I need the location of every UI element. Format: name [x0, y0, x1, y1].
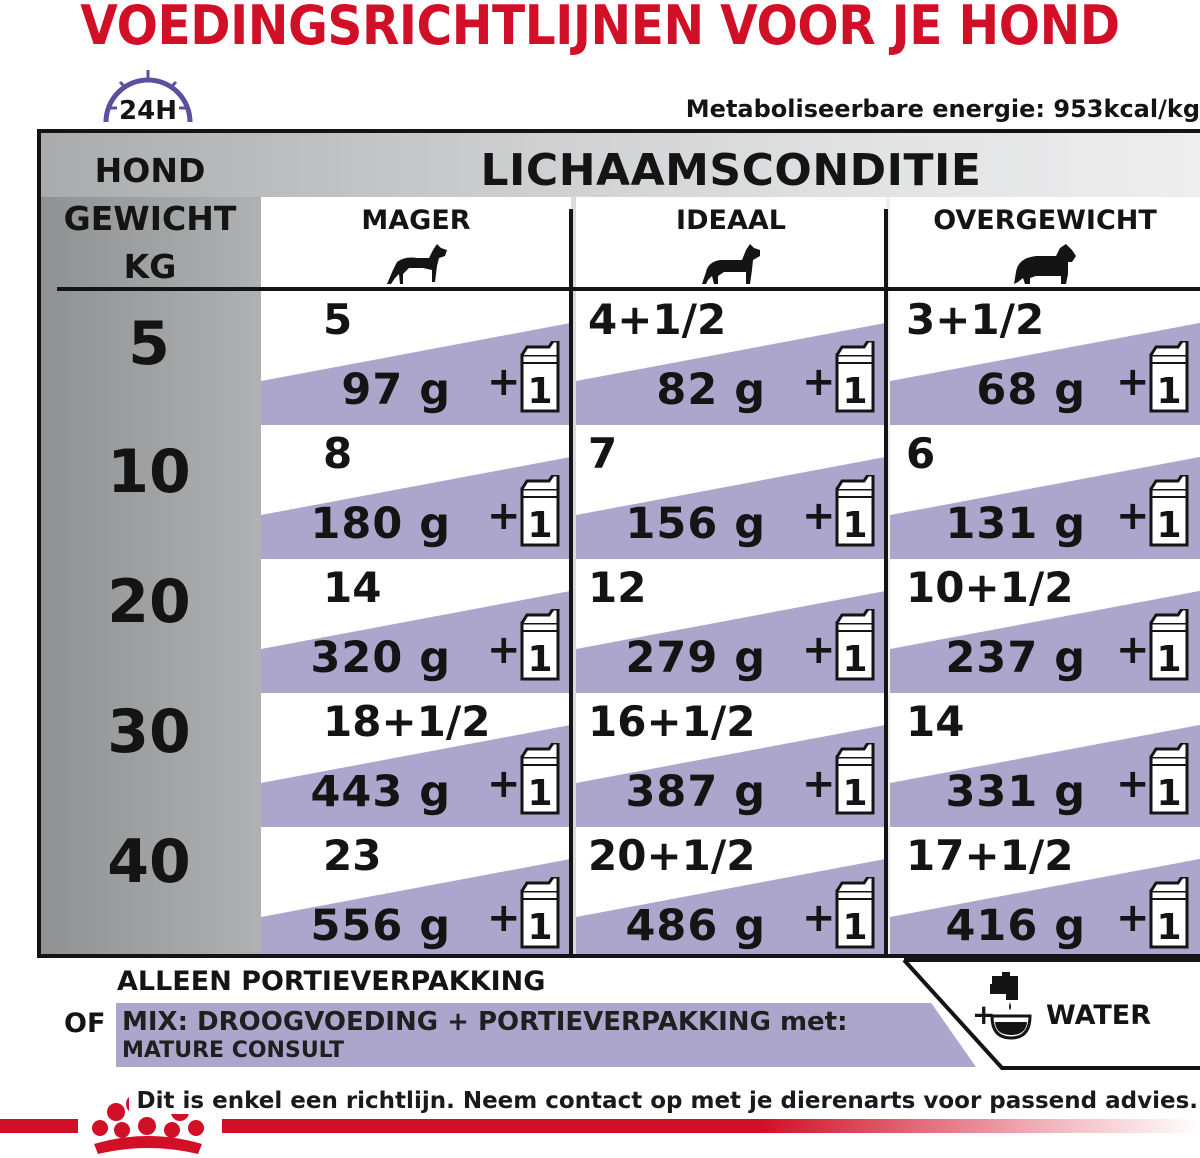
weight-label: 30	[107, 697, 191, 767]
dry-food-grams: 237 g	[945, 633, 1086, 683]
energy-info: Metaboliseerbare energie: 953kcal/kg	[685, 95, 1200, 123]
feeding-cell	[890, 827, 1200, 958]
plus-sign: +	[802, 359, 836, 405]
feeding-cell	[890, 559, 1200, 693]
pouch-count: 1	[1156, 773, 1182, 814]
weight-label: 5	[128, 309, 170, 379]
plus-sign: +	[487, 895, 521, 941]
feeding-table	[37, 129, 1200, 958]
feeding-cell	[261, 425, 569, 559]
legend-or: OF	[64, 1008, 106, 1039]
pouch-count: 1	[527, 505, 553, 546]
dry-food-grams: 486 g	[625, 901, 766, 951]
weight-header: HOND GEWICHT KG	[63, 151, 237, 286]
water-label: WATER	[1046, 1000, 1152, 1031]
water-tap-icon	[986, 972, 1036, 1044]
pouch-count: 1	[1156, 907, 1182, 948]
disclaimer: Dit is enkel een richtlijn. Neem contact op met je dierenarts voor passend advies.	[129, 1088, 1198, 1114]
dry-food-grams: 320 g	[310, 633, 451, 683]
column-header-ideaal	[576, 197, 886, 289]
water-plus: +	[972, 998, 996, 1031]
weight-label: 40	[107, 827, 191, 897]
legend-mix-line1: MIX: DROOGVOEDING + PORTIEVERPAKKING met:	[122, 1007, 848, 1037]
column-separator	[884, 209, 888, 958]
dry-food-portions: 14	[323, 563, 382, 612]
feeding-cell	[261, 559, 569, 693]
dry-food-grams: 156 g	[625, 499, 766, 549]
plus-sign: +	[802, 761, 836, 807]
column-header-label: OVERGEWICHT	[933, 205, 1157, 236]
pouch-icon	[834, 609, 876, 683]
plus-sign: +	[802, 895, 836, 941]
pouch-count: 1	[842, 907, 868, 948]
plus-sign: +	[1116, 761, 1150, 807]
pouch-icon	[1148, 743, 1190, 817]
dry-food-grams: 68 g	[976, 365, 1086, 415]
dry-food-portions: 6	[906, 429, 936, 478]
pouch-count: 1	[842, 505, 868, 546]
pouch-icon	[1148, 475, 1190, 549]
overweight-dog-icon	[1012, 240, 1078, 286]
dry-food-grams: 82 g	[656, 365, 766, 415]
dry-food-grams: 443 g	[310, 767, 451, 817]
dry-food-portions: 14	[906, 697, 965, 746]
plus-sign: +	[802, 627, 836, 673]
plus-sign: +	[1116, 493, 1150, 539]
plus-sign: +	[487, 359, 521, 405]
page-title: VOEDINGSRICHTLIJNEN VOOR JE HOND	[80, 0, 1120, 57]
dry-food-portions: 3+1/2	[906, 295, 1045, 344]
pouch-icon	[834, 341, 876, 415]
plus-sign: +	[487, 493, 521, 539]
weight-label: 20	[107, 567, 191, 637]
pouch-count: 1	[842, 639, 868, 680]
weight-label: 10	[107, 437, 191, 507]
dry-food-portions: 10+1/2	[906, 563, 1074, 612]
pouch-icon	[519, 609, 561, 683]
dry-food-portions: 8	[323, 429, 353, 478]
pouch-count: 1	[842, 773, 868, 814]
pouch-icon	[834, 475, 876, 549]
dry-food-portions: 23	[323, 831, 382, 880]
feeding-cell	[261, 827, 569, 958]
dry-food-portions: 16+1/2	[588, 697, 756, 746]
column-separator	[569, 209, 573, 958]
dry-food-portions: 17+1/2	[906, 831, 1074, 880]
pouch-count: 1	[527, 639, 553, 680]
plus-sign: +	[1116, 359, 1150, 405]
thin-dog-icon	[383, 240, 449, 286]
pouch-icon	[1148, 609, 1190, 683]
dry-food-portions: 4+1/2	[588, 295, 727, 344]
dry-food-grams: 180 g	[310, 499, 451, 549]
legend-mix-line2: MATURE CONSULT	[122, 1038, 345, 1063]
plus-sign: +	[1116, 895, 1150, 941]
pouch-icon	[1148, 341, 1190, 415]
pouch-icon	[519, 341, 561, 415]
column-header-label: MAGER	[361, 205, 471, 236]
dry-food-grams: 556 g	[310, 901, 451, 951]
feeding-cell	[576, 693, 884, 827]
pouch-count: 1	[1156, 639, 1182, 680]
column-header-overgewicht	[890, 197, 1200, 289]
pouch-icon	[519, 743, 561, 817]
dry-food-grams: 416 g	[945, 901, 1086, 951]
dry-food-grams: 131 g	[945, 499, 1086, 549]
brand-stripe-right	[222, 1119, 1200, 1133]
dry-food-grams: 279 g	[625, 633, 766, 683]
pouch-icon	[519, 475, 561, 549]
plus-sign: +	[487, 627, 521, 673]
pouch-icon	[834, 743, 876, 817]
pouch-count: 1	[527, 907, 553, 948]
column-header-label: IDEAAL	[676, 205, 786, 236]
pouch-count: 1	[527, 773, 553, 814]
clock-24h-icon	[96, 60, 200, 132]
legend-only-pouch: ALLEEN PORTIEVERPAKKING	[117, 966, 546, 997]
feeding-cell	[890, 425, 1200, 559]
brand-stripe-left	[0, 1119, 78, 1133]
feeding-cell	[576, 291, 884, 425]
plus-sign: +	[487, 761, 521, 807]
feeding-cell	[890, 693, 1200, 827]
clock-label: 24H	[119, 96, 177, 126]
pouch-icon	[519, 877, 561, 951]
column-header-mager	[261, 197, 571, 289]
dry-food-portions: 12	[588, 563, 647, 612]
dry-food-portions: 7	[588, 429, 618, 478]
feeding-cell	[576, 827, 884, 958]
pouch-icon	[834, 877, 876, 951]
feeding-cell	[261, 291, 569, 425]
feeding-cell	[261, 693, 569, 827]
feeding-cell	[890, 291, 1200, 425]
plus-sign: +	[802, 493, 836, 539]
dry-food-grams: 331 g	[945, 767, 1086, 817]
condition-header: LICHAAMSCONDITIE	[480, 145, 982, 196]
pouch-count: 1	[527, 371, 553, 412]
pouch-icon	[1148, 877, 1190, 951]
ideal-dog-icon	[698, 240, 764, 286]
dry-food-portions: 5	[323, 295, 353, 344]
pouch-count: 1	[1156, 371, 1182, 412]
dry-food-portions: 18+1/2	[323, 697, 491, 746]
plus-sign: +	[1116, 627, 1150, 673]
feeding-cell	[576, 425, 884, 559]
dry-food-grams: 387 g	[625, 767, 766, 817]
pouch-count: 1	[842, 371, 868, 412]
feeding-cell	[576, 559, 884, 693]
dry-food-grams: 97 g	[341, 365, 451, 415]
dry-food-portions: 20+1/2	[588, 831, 756, 880]
pouch-count: 1	[1156, 505, 1182, 546]
